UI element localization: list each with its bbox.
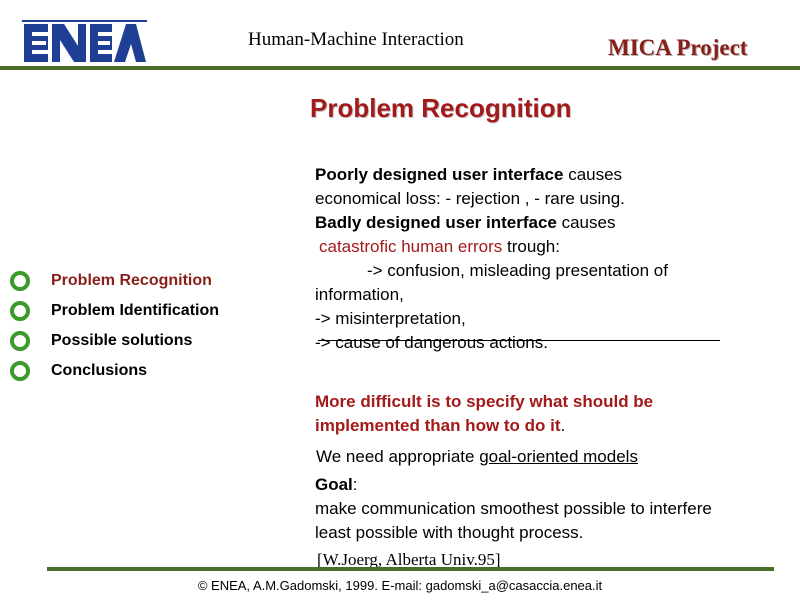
nav-item-conclusions[interactable]: [10, 356, 219, 386]
main-content: [315, 163, 790, 355]
paragraph-2-line-2: [315, 235, 790, 259]
nav-item-problem-identification[interactable]: [10, 296, 219, 326]
emphasis-text: implemented than how to do it: [315, 416, 561, 435]
nav-item-possible-solutions[interactable]: [10, 326, 219, 356]
citation: [W.Joerg, Alberta Univ.95]: [317, 550, 501, 569]
footer-copyright: © ENEA, A.M.Gadomski, 1999. E-mail: gadomski_a@casaccia.enea.it: [197, 578, 603, 593]
arrow-item-confusion-cont: information,: [315, 285, 404, 304]
goal-line-2: least possible with thought process.: [315, 523, 584, 542]
circle-bullet-icon: [10, 271, 30, 291]
goal-label: Goal: [315, 475, 353, 494]
enea-logo: [22, 20, 147, 66]
poorly-designed-heading: Poorly designed user interface: [315, 165, 564, 184]
paragraph-2-line-1: [315, 211, 790, 235]
circle-bullet-icon: [10, 331, 30, 351]
paragraph-text: causes: [563, 165, 623, 184]
emphasis-line-2: [315, 414, 653, 438]
emphasis-line-1: More difficult is to specify what should be: [315, 392, 654, 411]
paragraph-1-line-1: [315, 163, 790, 187]
goal-oriented-models-link[interactable]: goal-oriented models: [479, 447, 638, 466]
nav-item-label: Possible solutions: [51, 332, 193, 349]
paragraph-1-line-2: economical loss: - rejection , - rare using.: [315, 189, 625, 208]
enea-logo-icon: [22, 20, 147, 66]
human-errors-highlight: catastrofic human errors: [319, 237, 503, 256]
paragraph-text: trough:: [502, 237, 560, 256]
footer-divider: [47, 567, 774, 571]
paragraph-text: causes: [556, 213, 616, 232]
arrow-item-dangerous-actions: -> cause of dangerous actions.: [315, 333, 548, 352]
emphasis-statement: [315, 390, 653, 438]
arrow-item-misinterpretation: -> misinterpretation,: [315, 309, 466, 328]
circle-bullet-icon: [10, 301, 30, 321]
goal-line-1: make communication smoothest possible to interfere: [315, 499, 712, 518]
nav-item-label: Conclusions: [51, 362, 148, 379]
need-statement: [316, 445, 638, 469]
section-nav: [10, 266, 219, 386]
goal-statement: [315, 473, 712, 545]
nav-item-label: Problem Identification: [51, 302, 220, 319]
arrow-item-confusion: -> confusion, misleading presentation of: [367, 261, 668, 280]
project-title: MICA Project: [608, 35, 748, 60]
content-divider: [318, 340, 720, 341]
nav-item-problem-recognition[interactable]: [10, 266, 219, 296]
emphasis-period: .: [560, 416, 566, 435]
goal-colon: :: [352, 475, 358, 494]
circle-bullet-icon: [10, 361, 30, 381]
need-prefix: We need appropriate: [316, 447, 480, 466]
badly-designed-heading: Badly designed user interface: [315, 213, 557, 232]
nav-item-label: Problem Recognition: [51, 272, 212, 289]
header-title: Human-Machine Interaction: [248, 29, 464, 50]
slide-title: Problem Recognition: [310, 93, 572, 123]
header-divider: [0, 66, 800, 70]
